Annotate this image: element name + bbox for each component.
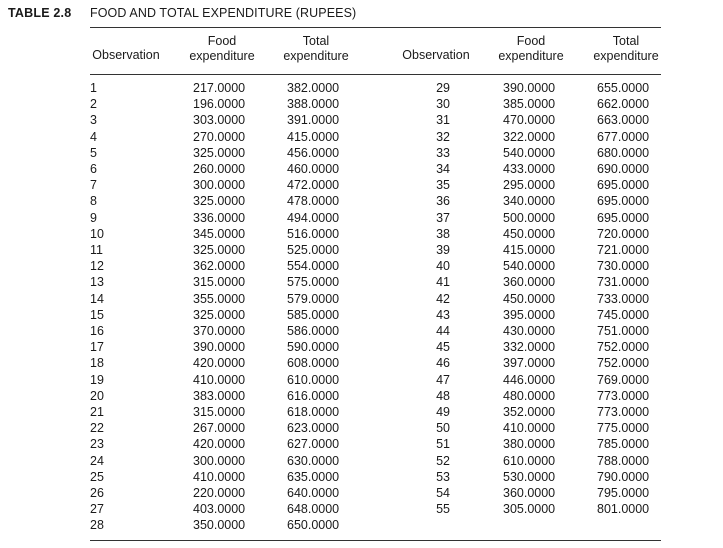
- header-total-line2: expenditure: [593, 49, 659, 63]
- food-cell: 315.0000: [193, 405, 246, 419]
- obs-cell: 28: [90, 518, 104, 533]
- header-total-line1: Total: [302, 34, 330, 48]
- food-cell: 420.0000: [193, 356, 246, 371]
- obs-cell: 24: [90, 453, 104, 468]
- total-cell: 752.0000: [597, 340, 650, 355]
- total-cell: 608.0000: [287, 356, 340, 371]
- total-cell: 586.0000: [287, 324, 340, 338]
- food-cell: 470.0000: [503, 113, 556, 128]
- obs-cell: 45: [436, 340, 450, 355]
- food-cell: 403.0000: [193, 502, 246, 517]
- obs-cell: 10: [90, 226, 104, 241]
- food-cell: 410.0000: [503, 421, 556, 436]
- food-cell: 397.0000: [503, 356, 556, 371]
- food-cell: 540.0000: [503, 145, 556, 160]
- food-cell: 295.0000: [503, 178, 556, 193]
- obs-cell: 47: [436, 372, 450, 387]
- food-cell: 352.0000: [503, 405, 556, 419]
- table-title: FOOD AND TOTAL EXPENDITURE (RUPEES): [90, 6, 357, 20]
- total-cell: 775.0000: [597, 421, 650, 436]
- obs-cell: 25: [90, 469, 104, 484]
- food-cell: 345.0000: [193, 226, 246, 241]
- total-cell: 650.0000: [287, 518, 340, 533]
- obs-cell: 53: [436, 469, 450, 484]
- obs-cell: 6: [90, 162, 97, 176]
- food-cell: 433.0000: [503, 162, 556, 176]
- food-cell: 260.0000: [193, 162, 246, 176]
- total-cell: 663.0000: [597, 113, 650, 128]
- food-cell: 390.0000: [503, 81, 556, 95]
- total-cell: 795.0000: [597, 486, 650, 500]
- total-cell: 788.0000: [597, 453, 650, 468]
- food-cell: 340.0000: [503, 194, 556, 209]
- obs-cell: 41: [436, 275, 450, 290]
- header-total-left: [276, 34, 356, 64]
- obs-cell: 46: [436, 356, 450, 371]
- obs-cell: 30: [436, 97, 450, 112]
- obs-cell: 50: [436, 421, 450, 436]
- total-cell: 690.0000: [597, 162, 650, 176]
- total-cell: 575.0000: [287, 275, 340, 290]
- obs-cell: 40: [436, 259, 450, 274]
- total-cell: 745.0000: [597, 307, 650, 322]
- obs-cell: 48: [436, 388, 450, 403]
- food-cell: 362.0000: [193, 259, 246, 274]
- total-cell: 680.0000: [597, 145, 650, 160]
- header-food-left: [183, 34, 261, 64]
- total-cell: 731.0000: [597, 275, 650, 290]
- total-cell: 494.0000: [287, 210, 340, 225]
- obs-cell: 13: [90, 275, 104, 290]
- total-cell: 769.0000: [597, 372, 650, 387]
- obs-cell: 39: [436, 243, 450, 257]
- food-cell: 355.0000: [193, 291, 246, 306]
- total-cell: 695.0000: [597, 178, 650, 193]
- obs-cell: 4: [90, 129, 97, 144]
- food-cell: 300.0000: [193, 453, 246, 468]
- total-cell: 525.0000: [287, 243, 340, 257]
- header-food-line2: expenditure: [189, 49, 255, 63]
- food-cell: 220.0000: [193, 486, 246, 500]
- food-cell: 450.0000: [503, 226, 556, 241]
- total-cell: 382.0000: [287, 81, 340, 95]
- food-cell: 370.0000: [193, 324, 246, 338]
- obs-cell: 19: [90, 372, 104, 387]
- obs-cell: 21: [90, 405, 104, 419]
- total-cell: 516.0000: [287, 226, 340, 241]
- header-food-line1: Food: [516, 34, 546, 48]
- total-cell: 460.0000: [287, 162, 340, 176]
- obs-cell: 31: [436, 113, 450, 128]
- total-cell: 695.0000: [597, 210, 650, 225]
- total-cell: 677.0000: [597, 129, 650, 144]
- food-cell: 420.0000: [193, 437, 246, 452]
- total-cell: 635.0000: [287, 469, 340, 484]
- total-cell: 627.0000: [287, 437, 340, 452]
- obs-cell: 27: [90, 502, 104, 517]
- bottom-rule: [90, 540, 661, 541]
- obs-cell: 2: [90, 97, 97, 112]
- food-cell: 446.0000: [503, 372, 556, 387]
- food-cell: 530.0000: [503, 469, 556, 484]
- total-cell: 720.0000: [597, 226, 650, 241]
- total-cell: 415.0000: [287, 129, 340, 144]
- food-cell: 380.0000: [503, 437, 556, 452]
- food-cell: 300.0000: [193, 178, 246, 193]
- obs-cell: 16: [90, 324, 104, 338]
- top-rule: [90, 27, 661, 28]
- obs-cell: 20: [90, 388, 104, 403]
- total-cell: 554.0000: [287, 259, 340, 274]
- food-cell: 360.0000: [503, 275, 556, 290]
- obs-cell: 36: [436, 194, 450, 209]
- obs-cell: 32: [436, 129, 450, 144]
- obs-cell: 17: [90, 340, 104, 355]
- header-food-line2: expenditure: [498, 49, 564, 63]
- obs-cell: 35: [436, 178, 450, 193]
- food-cell: 325.0000: [193, 243, 246, 257]
- total-cell: 752.0000: [597, 356, 650, 371]
- obs-cell: 37: [436, 210, 450, 225]
- total-cell: 472.0000: [287, 178, 340, 193]
- obs-cell: 44: [436, 324, 450, 338]
- obs-cell: 14: [90, 291, 104, 306]
- total-cell: 790.0000: [597, 469, 650, 484]
- food-cell: 315.0000: [193, 275, 246, 290]
- total-cell: 773.0000: [597, 405, 650, 419]
- header-food-line1: Food: [207, 34, 237, 48]
- total-cell: 388.0000: [287, 97, 340, 112]
- food-cell: 383.0000: [193, 388, 246, 403]
- food-cell: 322.0000: [503, 129, 556, 144]
- total-cell: 751.0000: [597, 324, 650, 338]
- obs-cell: 33: [436, 145, 450, 160]
- food-cell: 390.0000: [193, 340, 246, 355]
- header-total-right: [586, 34, 666, 64]
- obs-cell: 43: [436, 307, 450, 322]
- total-cell: 733.0000: [597, 291, 650, 306]
- obs-cell: 1: [90, 81, 97, 95]
- header-rule: [90, 74, 661, 75]
- table-label: TABLE 2.8: [8, 6, 72, 20]
- total-cell: 640.0000: [287, 486, 340, 500]
- obs-cell: 49: [436, 405, 450, 419]
- total-cell: 585.0000: [287, 307, 340, 322]
- total-cell: 695.0000: [597, 194, 650, 209]
- obs-cell: 12: [90, 259, 104, 274]
- obs-cell: 55: [436, 502, 450, 517]
- header-total-line1: Total: [612, 34, 640, 48]
- food-cell: 410.0000: [193, 372, 246, 387]
- obs-cell: 51: [436, 437, 450, 452]
- food-cell: 267.0000: [193, 421, 246, 436]
- food-cell: 395.0000: [503, 307, 556, 322]
- total-cell: 618.0000: [287, 405, 340, 419]
- total-cell: 801.0000: [597, 502, 650, 517]
- total-cell: 648.0000: [287, 502, 340, 517]
- food-cell: 430.0000: [503, 324, 556, 338]
- obs-cell: 3: [90, 113, 97, 128]
- food-cell: 415.0000: [503, 243, 556, 257]
- food-cell: 610.0000: [503, 453, 556, 468]
- food-cell: 410.0000: [193, 469, 246, 484]
- obs-cell: 11: [90, 243, 103, 257]
- header-food-right: [492, 34, 570, 64]
- total-cell: 721.0000: [597, 243, 650, 257]
- total-cell: 616.0000: [287, 388, 340, 403]
- food-cell: 325.0000: [193, 194, 246, 209]
- obs-cell: 22: [90, 421, 104, 436]
- total-cell: 456.0000: [287, 145, 340, 160]
- header-observation-right: Observation: [402, 48, 470, 62]
- food-cell: 500.0000: [503, 210, 556, 225]
- obs-cell: 5: [90, 145, 97, 160]
- food-cell: 196.0000: [193, 97, 246, 112]
- total-cell: 662.0000: [597, 97, 650, 112]
- obs-cell: 54: [436, 486, 450, 500]
- total-cell: 773.0000: [597, 388, 650, 403]
- food-cell: 480.0000: [503, 388, 556, 403]
- food-cell: 303.0000: [193, 113, 246, 128]
- total-cell: 610.0000: [287, 372, 340, 387]
- food-cell: 336.0000: [193, 210, 246, 225]
- total-cell: 623.0000: [287, 421, 340, 436]
- food-cell: 270.0000: [193, 129, 246, 144]
- total-cell: 590.0000: [287, 340, 340, 355]
- obs-cell: 52: [436, 453, 450, 468]
- total-cell: 730.0000: [597, 259, 650, 274]
- total-cell: 391.0000: [287, 113, 340, 128]
- food-cell: 350.0000: [193, 518, 246, 533]
- obs-cell: 34: [436, 162, 450, 176]
- total-cell: 785.0000: [597, 437, 650, 452]
- obs-cell: 26: [90, 486, 104, 500]
- obs-cell: 8: [90, 194, 97, 209]
- food-cell: 305.0000: [503, 502, 556, 517]
- obs-cell: 42: [436, 291, 450, 306]
- obs-cell: 38: [436, 226, 450, 241]
- obs-cell: 18: [90, 356, 104, 371]
- obs-cell: 23: [90, 437, 104, 452]
- total-cell: 478.0000: [287, 194, 340, 209]
- total-cell: 630.0000: [287, 453, 340, 468]
- obs-cell: 9: [90, 210, 97, 225]
- food-cell: 332.0000: [503, 340, 556, 355]
- total-cell: 579.0000: [287, 291, 340, 306]
- total-cell: 655.0000: [597, 81, 650, 95]
- obs-cell: 29: [436, 81, 450, 95]
- food-cell: 325.0000: [193, 145, 246, 160]
- food-cell: 360.0000: [503, 486, 556, 500]
- food-cell: 217.0000: [193, 81, 246, 95]
- food-cell: 450.0000: [503, 291, 556, 306]
- header-total-line2: expenditure: [283, 49, 349, 63]
- header-observation-left: Observation: [92, 48, 160, 62]
- food-cell: 325.0000: [193, 307, 246, 322]
- food-cell: 540.0000: [503, 259, 556, 274]
- food-cell: 385.0000: [503, 97, 556, 112]
- obs-cell: 7: [90, 178, 97, 193]
- obs-cell: 15: [90, 307, 104, 322]
